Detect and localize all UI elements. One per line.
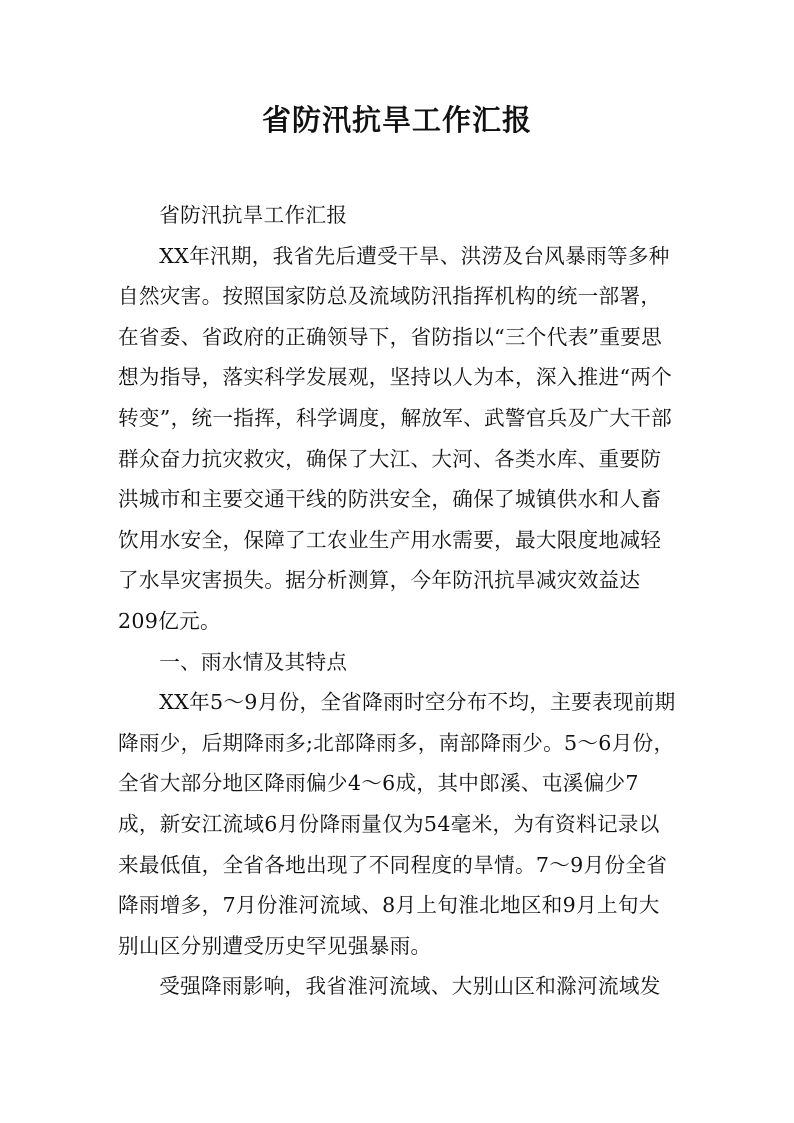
paragraph-subtitle: 省防汛抗旱工作汇报 <box>159 203 348 227</box>
section-heading-rain: 一、雨水情及其特点 <box>159 649 348 674</box>
paragraph-rain-details: XX年5～9月份，全省降雨时空分布不均，主要表现前期降雨少，后期降雨多;北部降雨多，南部降雨少。5～6月份，全省大部分地区降雨偏少4～6成，其中郎溪、屯溪偏少7成，新安江流域6月份降雨量仅为54毫米，为有资料记录以来最低值，全省各地出现了不同程度的旱情。7～9月份全省降雨增多，7月份淮河流域、8月上旬淮北地区和9月上旬大别山区分别遭受历史罕见强暴雨。 <box>118 690 676 958</box>
document-title: 省防汛抗旱工作汇报 <box>261 103 532 137</box>
paragraph-rain-impact: 受强降雨影响，我省淮河流域、大别山区和滁河流域发 <box>159 974 661 999</box>
paragraph-intro: XX年汛期，我省先后遭受干旱、洪涝及台风暴雨等多种自然灾害。按照国家防总及流域防汛指挥机构的统一部署，在省委、省政府的正确领导下，省防指以“三个代表”重要思想为指导，落实科学发展观，坚持以人为本，深入推进“两个转变”，统一指挥，科学调度，解放军、武警官兵及广大干部群众奋力抗灾救灾，确保了大江、大河、各类水库、重要防洪城市和主要交通干线的防洪安全，确保了城镇供水和人畜饮用水安全，保障了工农业生产用水需要，最大限度地减轻了水旱灾害损失。据分析测算，今年防汛抗旱减灾效益达209亿元。 <box>118 243 673 633</box>
document-body <box>118 195 678 1007</box>
